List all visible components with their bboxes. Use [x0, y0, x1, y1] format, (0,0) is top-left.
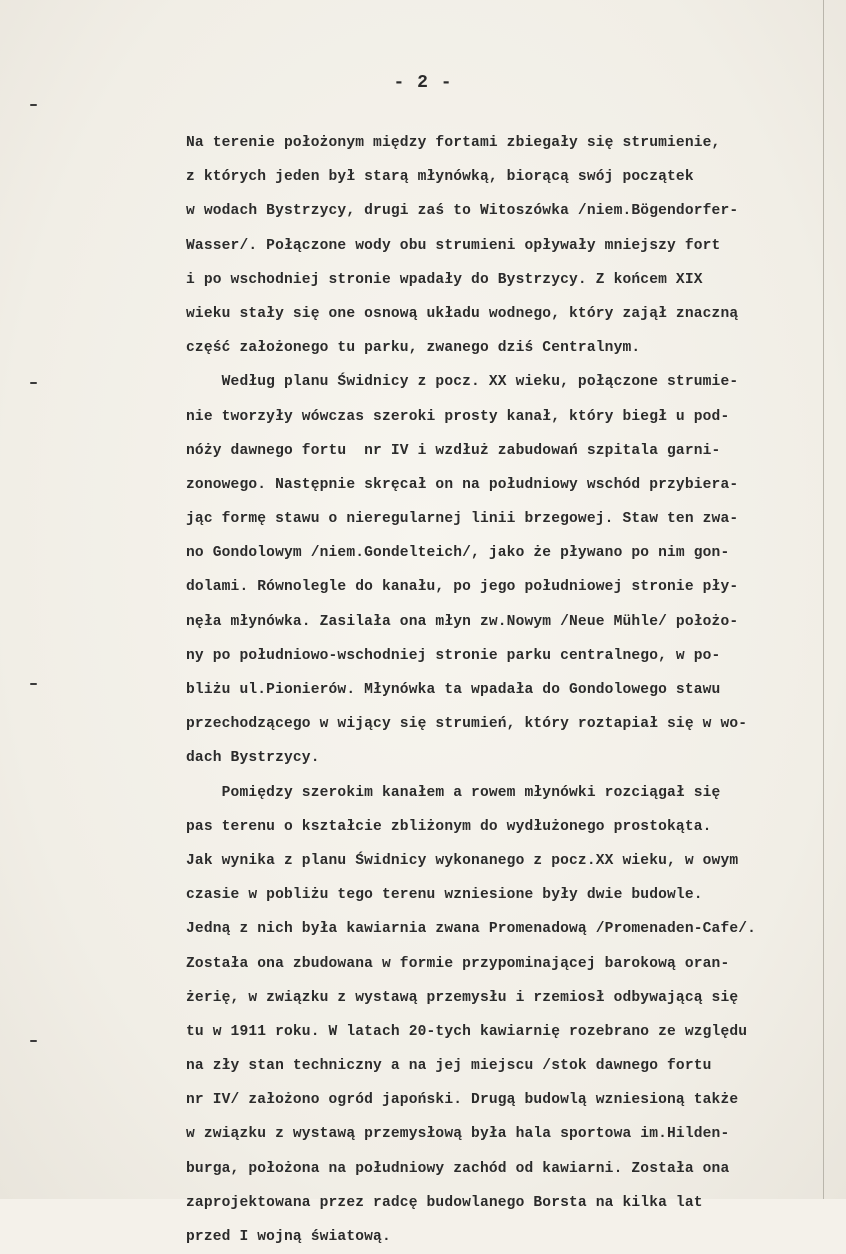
text-line: zonowego. Następnie skręcał on na południowy wschód przybiera-: [186, 476, 739, 493]
page-number: - 2 -: [393, 73, 453, 93]
text-line: nr IV/ założono ogród japoński. Drugą budowlą wzniesioną także: [186, 1092, 739, 1109]
text-line: dach Bystrzycy.: [186, 750, 320, 767]
text-line: burga, położona na południowy zachód od kawiarni. Została ona: [186, 1160, 730, 1177]
text-line: Według planu Świdnicy z pocz. XX wieku, połączone strumie-: [186, 374, 739, 391]
text-line: wieku stały się one osnową układu wodnego, który zajął znaczną: [186, 305, 739, 322]
text-line: w wodach Bystrzycy, drugi zaś to Witoszówka /niem.Bögendorfer-: [186, 203, 739, 220]
text-line: Wasser/. Połączone wody obu strumieni opływały mniejszy fort: [186, 237, 721, 254]
text-line: i po wschodniej stronie wpadały do Bystrzycy. Z końcem XIX: [186, 271, 703, 288]
text-line: jąc formę stawu o nieregularnej linii brzegowej. Staw ten zwa-: [186, 511, 739, 528]
text-line: nęła młynówka. Zasilała ona młyn zw.Nowym /Neue Mühle/ położo-: [186, 613, 739, 630]
binder-mark: [30, 104, 37, 106]
paragraph-3: [186, 776, 836, 1254]
text-line: żerię, w związku z wystawą przemysłu i rzemiosł odbywającą się: [186, 989, 739, 1006]
text-line: Została ona zbudowana w formie przypominającej barokową oran-: [186, 955, 730, 972]
text-line: na zły stan techniczny a na jej miejscu /stok dawnego fortu: [186, 1058, 712, 1075]
text-line: zaprojektowana przez radcę budowlanego Borsta na kilka lat: [186, 1194, 703, 1211]
text-line: Na terenie położonym między fortami zbiegały się strumienie,: [186, 135, 721, 151]
paragraph-2: [186, 365, 836, 775]
text-line: w związku z wystawą przemysłową była hala sportowa im.Hilden-: [186, 1126, 730, 1143]
binder-mark: [30, 1040, 37, 1042]
text-line: ny po południowo-wschodniej stronie parku centralnego, w po-: [186, 647, 721, 664]
text-line: przed I wojną światową.: [186, 1229, 391, 1245]
paragraph-1: [186, 126, 836, 365]
text-line: czasie w pobliżu tego terenu wzniesione były dwie budowle.: [186, 887, 703, 904]
text-line: bliżu ul.Pionierów. Młynówka ta wpadała do Gondolowego stawu: [186, 682, 721, 698]
text-line: Jedną z nich była kawiarnia zwana Promenadową /Promenaden-Cafe/.: [186, 921, 757, 938]
text-line: dolami. Równolegle do kanału, po jego południowej stronie pły-: [186, 579, 739, 596]
text-line: z których jeden był starą młynówką, biorącą swój początek: [186, 169, 694, 186]
binder-mark: [30, 382, 37, 384]
text-line: przechodzącego w wijący się strumień, który roztapiał się w wo-: [186, 716, 748, 733]
text-line: pas terenu o kształcie zbliżonym do wydłużonego prostokąta.: [186, 818, 712, 835]
text-line: nóży dawnego fortu nr IV i wzdłuż zabudowań szpitala garni-: [186, 442, 721, 459]
text-line: no Gondolowym /niem.Gondelteich/, jako że pływano po nim gon-: [186, 545, 730, 562]
text-line: nie tworzyły wówczas szeroki prosty kanał, który biegł u pod-: [186, 408, 730, 425]
body-text: [186, 126, 836, 1254]
text-line: część założonego tu parku, zwanego dziś Centralnym.: [186, 340, 641, 357]
text-line: Pomiędzy szerokim kanałem a rowem młynówki rozciągał się: [186, 784, 721, 801]
text-line: Jak wynika z planu Świdnicy wykonanego z pocz.XX wieku, w owym: [186, 852, 739, 869]
binder-mark: [30, 683, 37, 685]
text-line: tu w 1911 roku. W latach 20-tych kawiarnię rozebrano ze względu: [186, 1023, 748, 1040]
